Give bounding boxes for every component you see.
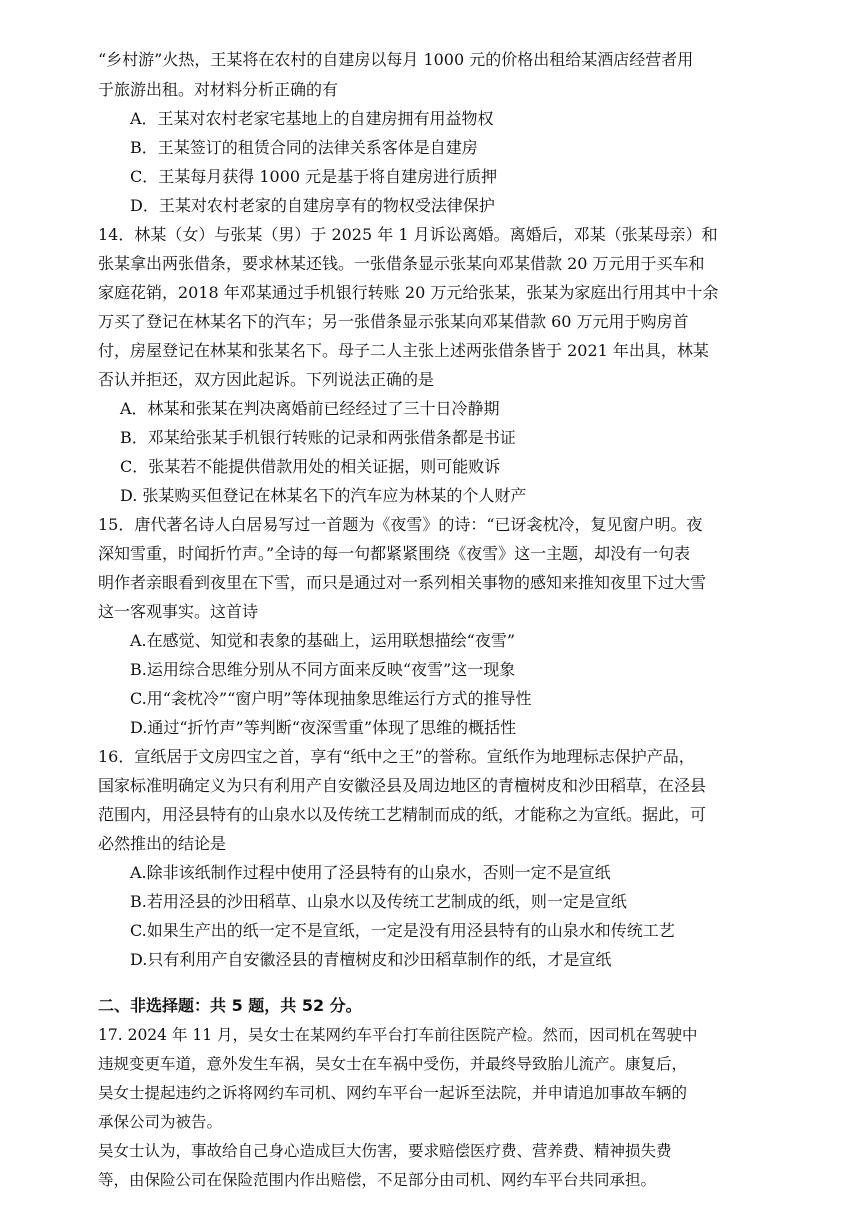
q15-stem-line: 15．唐代著名诗人白居易写过一首题为《夜雪》的诗：“已讶衾枕冷，复见窗户明。夜: [98, 515, 703, 534]
q14-option-c: C．张某若不能提供借款用处的相关证据，则可能败诉: [120, 457, 501, 476]
q15-option-c: C.用“衾枕冷”“窗户明”等体现抽象思维运行方式的推导性: [130, 689, 532, 708]
q16-option-b: B.若用泾县的沙田稻草、山泉水以及传统工艺制成的纸，则一定是宣纸: [130, 892, 627, 911]
q15-option-a: A.在感觉、知觉和表象的基础上，运用联想描绘“夜雪”: [130, 631, 516, 650]
q17-stem-line: 17. 2024 年 11 月，吴女士在某网约车平台打车前往医院产检。然而，因司机在驾驶中: [98, 1026, 698, 1044]
q17-stem-line: 承保公司为被告。: [98, 1113, 223, 1131]
q13-option-b: B．王某签订的租赁合同的法律关系客体是自建房: [130, 138, 478, 157]
q17-stem-line: 违规变更车道，意外发生车祸，吴女士在车祸中受伤，并最终导致胎儿流产。康复后，: [98, 1055, 688, 1073]
q17-stem-line: 吴女士认为，事故给自己身心造成巨大伤害，要求赔偿医疗费、营养费、精神损失费: [98, 1142, 672, 1160]
q15-stem-line: 这一客观事实。这首诗: [98, 602, 259, 621]
q13-option-d: D．王某对农村老家的自建房享有的物权受法律保护: [130, 196, 495, 215]
q13-stem-line: “乡村游”火热，王某将在农村的自建房以每月 1000 元的价格出租给某酒店经营者用: [98, 50, 694, 69]
q14-stem-line: 家庭花销，2018 年邓某通过手机银行转账 20 万元给张某，张某为家庭出行用其中十余: [98, 283, 719, 302]
section-heading: 二、非选择题：共 5 题，共 52 分。: [98, 996, 362, 1015]
q13-stem-line: 于旅游出租。对材料分析正确的有: [98, 80, 339, 99]
q16-stem-line: 国家标准明确定义为只有利用产自安徽泾县及周边地区的青檀树皮和沙田稻草，在泾县: [98, 776, 707, 795]
q14-stem-line: 付，房屋登记在林某和张某名下。母子二人主张上述两张借条皆于 2021 年出具，林某: [98, 341, 709, 360]
q14-stem-line: 14．林某（女）与张某（男）于 2025 年 1 月诉讼离婚。离婚后，邓某（张某母亲）和: [98, 225, 718, 244]
q14-option-a: A．林某和张某在判决离婚前已经经过了三十日冷静期: [120, 399, 500, 418]
q14-stem-line: 张某拿出两张借条，要求林某还钱。一张借条显示张某向邓某借款 20 万元用于买车和: [98, 254, 705, 273]
q16-stem-line: 必然推出的结论是: [98, 834, 227, 853]
q16-option-a: A.除非该纸制作过程中使用了泾县特有的山泉水，否则一定不是宣纸: [130, 863, 611, 882]
q14-stem-line: 万买了登记在林某名下的汽车；另一张借条显示张某向邓某借款 60 万元用于购房首: [98, 312, 689, 331]
q17-stem-line: 等，由保险公司在保险范围内作出赔偿，不足部分由司机、网约车平台共同承担。: [98, 1171, 657, 1189]
q15-option-d: D.通过“折竹声”等判断“夜深雪重”体现了思维的概括性: [130, 718, 517, 737]
q15-stem-line: 明作者亲眼看到夜里在下雪，而只是通过对一系列相关事物的感知来推知夜里下过大雪: [98, 573, 707, 592]
q13-option-c: C．王某每月获得 1000 元是基于将自建房进行质押: [130, 167, 498, 186]
q16-stem-line: 范围内，用泾县特有的山泉水以及传统工艺精制而成的纸，才能称之为宣纸。据此，可: [98, 805, 707, 824]
q16-stem-line: 16．宣纸居于文房四宝之首，享有“纸中之王”的誉称。宣纸作为地理标志保护产品，: [98, 747, 695, 766]
q16-option-c: C.如果生产出的纸一定不是宣纸，一定是没有用泾县特有的山泉水和传统工艺: [130, 921, 675, 940]
q14-option-d: D. 张某购买但登记在林某名下的汽车应为林某的个人财产: [120, 486, 527, 505]
q15-stem-line: 深知雪重，时闻折竹声。”全诗的每一句都紧紧围绕《夜雪》这一主题，却没有一句表: [98, 544, 691, 563]
q13-option-a: A．王某对农村老家宅基地上的自建房拥有用益物权: [130, 109, 494, 128]
q17-stem-line: 吴女士提起违约之诉将网约车司机、网约车平台一起诉至法院，并申请追加事故车辆的: [98, 1084, 688, 1102]
q14-option-b: B．邓某给张某手机银行转账的记录和两张借条都是书证: [120, 428, 516, 447]
q15-option-b: B.运用综合思维分别从不同方面来反映“夜雪”这一现象: [130, 660, 516, 679]
q14-stem-line: 否认并拒还，双方因此起诉。下列说法正确的是: [98, 370, 435, 389]
q16-option-d: D.只有利用产自安徽泾县的青檀树皮和沙田稻草制作的纸，才是宣纸: [130, 950, 612, 969]
